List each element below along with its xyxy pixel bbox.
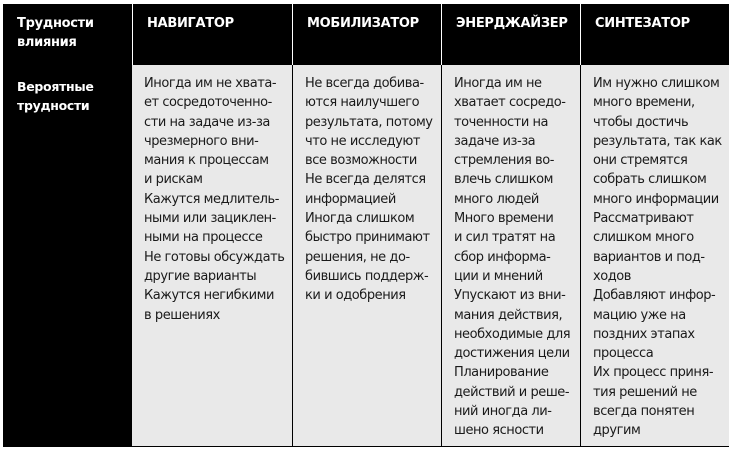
cell-text-line: бившись поддерж- [305,268,429,284]
cell-text-line: ными или зациклен- [144,211,276,227]
cell-text-line: Не всегда делятся [305,172,426,188]
cell-text-line: мания действия, [454,307,563,323]
column-header-energizer [441,4,580,65]
column-header-label: МОБИЛИЗАТОР [307,16,419,31]
cell-text-line: процесса [593,346,654,362]
cell-text-line: мацию уже на [593,307,686,323]
cell-text-line: много времени, [593,95,695,111]
column-header-mobilizer [292,4,441,65]
cell-text-line: поздних этапах [593,326,695,342]
cell-text-line: другие варианты [144,268,257,284]
cell-text-line: и сил тратят на [454,230,556,246]
cell-text-line: ет сосредоточенно- [144,95,272,111]
cell-text-line: другим [593,423,641,439]
cell-text-line: вариантов и под- [593,249,705,265]
cell-text-line: чтобы достичь [593,114,689,130]
cell-text-line: много людей [454,191,539,207]
cell-text-line: Кажутся медлитель- [144,191,279,207]
table-cell-energizer [441,65,580,446]
column-header-label: ЭНЕРДЖАЙЗЕР [456,16,568,31]
column-header-label: НАВИГАТОР [147,16,234,31]
cell-text-line: все возможности [305,153,417,169]
cell-text-line: мания к процессам [144,153,269,169]
cell-text-line: Их процесс приня- [593,365,714,381]
cell-text-line: они стремятся [593,153,688,169]
column-header-synthesizer [580,4,729,65]
cell-text-line: и рискам [144,172,203,188]
cell-text-line: результата, так как [593,133,722,149]
cell-text-line: сти на задаче из-за [144,114,270,130]
cell-text-line: быстро принимают [305,230,430,246]
cell-text-line: что не исследуют [305,133,421,149]
column-header-navigator [132,4,292,65]
cell-text-line: необходимые для [454,326,571,342]
influence-difficulties-table [3,4,729,447]
cell-text-line: хватает сосредо- [454,95,566,111]
cell-text-line: влечь слишком [454,172,554,188]
cell-text-line: Не готовы обсуждать [144,249,285,265]
cell-text-line: сбор информа- [454,249,551,265]
corner-header-label: Трудности влияния [17,16,94,50]
cell-text-line: ки и одобрения [305,288,406,304]
table-cell-mobilizer [292,65,441,446]
cell-text-line: Иногда им не хвата- [144,76,277,91]
cell-text-line: действий и реше- [454,384,570,400]
cell-text-line: точенности на [454,114,549,130]
cell-text-line: шено ясности [454,423,544,439]
cell-text-line: ются наилучшего [305,95,420,111]
cell-text-line: достижения цели [454,346,570,362]
cell-text-line: Много времени [454,211,554,227]
cell-text-line: Иногда им не [454,76,542,91]
cell-text-line: результата, потому [305,114,433,130]
row-header-likely-difficulties [3,65,132,446]
cell-text-line: решения, не до- [305,249,410,265]
cell-text-line: Упускают из вни- [454,288,566,304]
cell-text-line: ходов [593,268,632,284]
cell-text-line: ний иногда ли- [454,404,552,420]
cell-text-line: всегда понятен [593,404,695,420]
cell-text-line: чрезмерного вни- [144,133,259,149]
table-cell-synthesizer [580,65,729,446]
cell-text-line: Кажутся негибкими [144,288,274,304]
cell-text-line: задаче из-за [454,133,536,149]
cell-text-line: в решениях [144,307,220,323]
cell-text-line: ными на процессе [144,230,263,246]
cell-text-line: Планирование [454,365,549,381]
cell-text-line: собрать слишком [593,172,707,188]
cell-text-line: ции и мнений [454,268,543,284]
column-header-label: СИНТЕЗАТОР [595,16,690,31]
cell-text-line: слишком много [593,230,694,246]
corner-header [3,4,132,65]
cell-text-line: Рассматривают [593,211,694,227]
cell-text-line: Иногда слишком [305,211,415,227]
cell-text-line: Не всегда добива- [305,76,424,91]
cell-text-line: много информации [593,191,719,207]
row-header-label: Вероятные трудности [17,79,94,113]
cell-text-line: Добавляют инфор- [593,288,716,304]
cell-text-line: Им нужно слишком [593,76,720,91]
table-cell-navigator [132,65,292,446]
cell-text-line: тия решений не [593,384,697,400]
cell-text-line: стремления во- [454,153,554,169]
cell-text-line: информацией [305,191,396,207]
